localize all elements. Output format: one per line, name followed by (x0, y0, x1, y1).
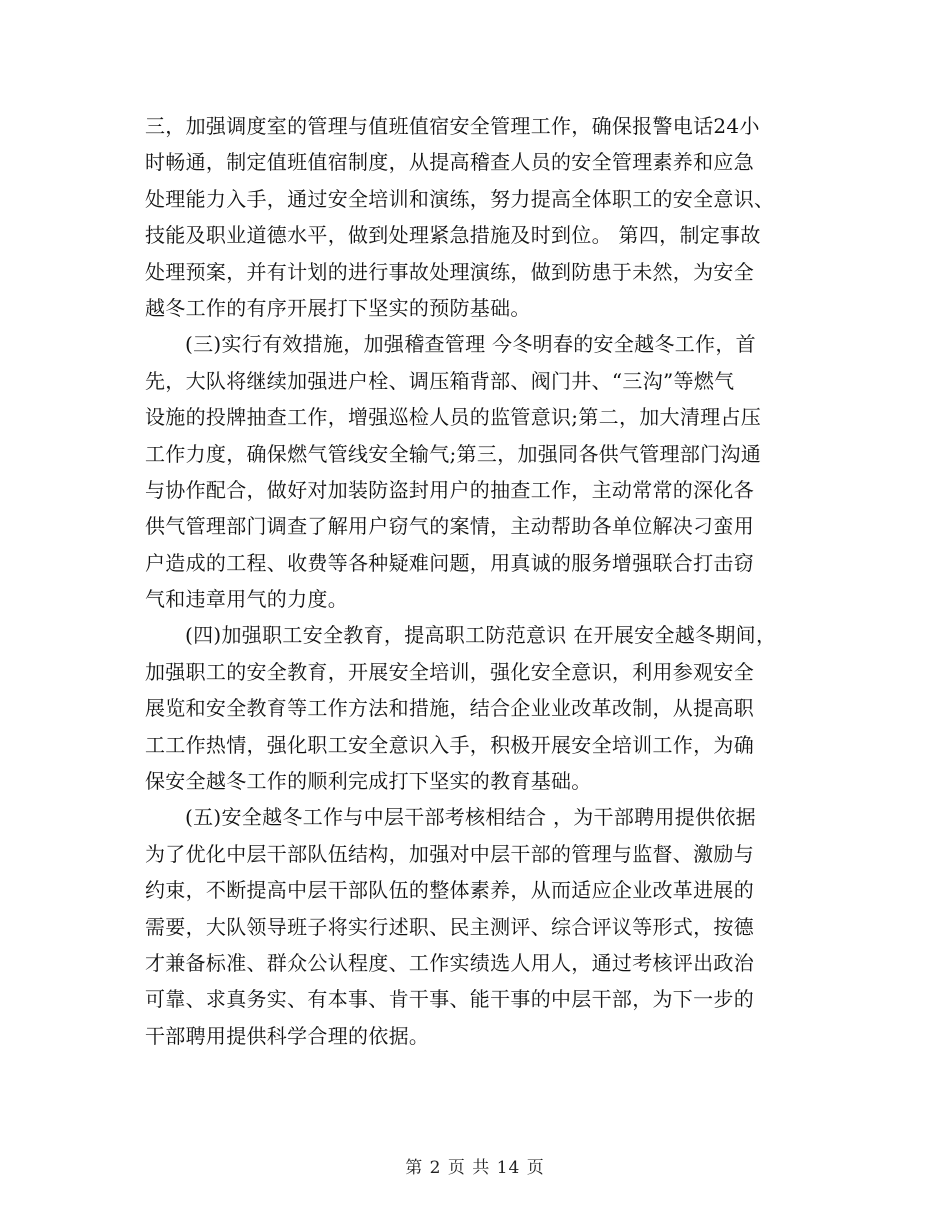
text-line: 技能及职业道德水平，做到处理紧急措施及时到位。 第四，制定事故 (145, 223, 761, 248)
text-line: 加强职工的安全教育，开展安全培训，强化安全意识，利用参观安全 (145, 659, 754, 684)
text-line: 处理能力入手，通过安全培训和演练，努力提高全体职工的安全意识、 (145, 186, 775, 211)
text-line: 户造成的工程、收费等各种疑难问题，用真诚的服务增强联合打击窃 (145, 550, 754, 575)
text-line: 处理预案，并有计划的进行事故处理演练，做到防患于未然，为安全 (145, 259, 754, 284)
section-heading-line: (四)加强职工安全教育，提高职工防范意识 在开展安全越冬期间， (185, 623, 777, 648)
text-line: 供气管理部门调查了解用户窃气的案情，主动帮助各单位解决刁蛮用 (145, 514, 754, 539)
text-line: 工工作热情，强化职工安全意识入手，积极开展安全培训工作，为确 (145, 732, 754, 757)
text-line: 干部聘用提供科学合理的依据。 (145, 1023, 430, 1048)
text-line: 为了优化中层干部队伍结构，加强对中层干部的管理与监督、激励与 (145, 841, 754, 866)
text-line: 越冬工作的有序开展打下坚实的预防基础。 (145, 295, 531, 320)
document-body (145, 108, 825, 1054)
page-number-footer: 第 2 页 共 14 页 (405, 1158, 545, 1178)
text-line: 与协作配合，做好对加装防盗封用户的抽查工作，主动常常的深化各 (145, 477, 754, 502)
text-line: 气和违章用气的力度。 (145, 587, 348, 612)
text-line: 约束，不断提高中层干部队伍的整体素养，从而适应企业改革进展的 (145, 878, 754, 903)
section-heading-line: (五)安全越冬工作与中层干部考核相结合 ，为干部聘用提供依据 (185, 805, 756, 830)
text-line: 展览和安全教育等工作方法和措施，结合企业业改革改制，从提高职 (145, 696, 754, 721)
text-line: 三，加强调度室的管理与值班值宿安全管理工作，确保报警电话24小 (145, 114, 760, 138)
text-line: 时畅通，制定值班值宿制度，从提高稽查人员的安全管理素养和应急 (145, 150, 754, 175)
text-line: 设施的投牌抽查工作，增强巡检人员的监管意识;第二，加大清理占压 (145, 405, 762, 430)
text-line: 先，大队将继续加强进户栓、调压箱背部、阀门井、“三沟”等燃气 (145, 368, 735, 393)
section-heading-line: (三)实行有效措施，加强稽查管理 今冬明春的安全越冬工作，首 (185, 332, 756, 357)
text-line: 才兼备标准、群众公认程度、工作实绩选人用人，通过考核评出政治 (145, 950, 754, 975)
text-line: 保安全越冬工作的顺利完成打下坚实的教育基础。 (145, 769, 592, 794)
text-line: 可靠、求真务实、有本事、肯干事、能干事的中层干部，为下一步的 (145, 987, 754, 1012)
text-line: 工作力度，确保燃气管线安全输气;第三，加强同各供气管理部门沟通 (145, 441, 762, 466)
text-line: 需要，大队领导班子将实行述职、民主测评、综合评议等形式，按德 (145, 914, 754, 939)
